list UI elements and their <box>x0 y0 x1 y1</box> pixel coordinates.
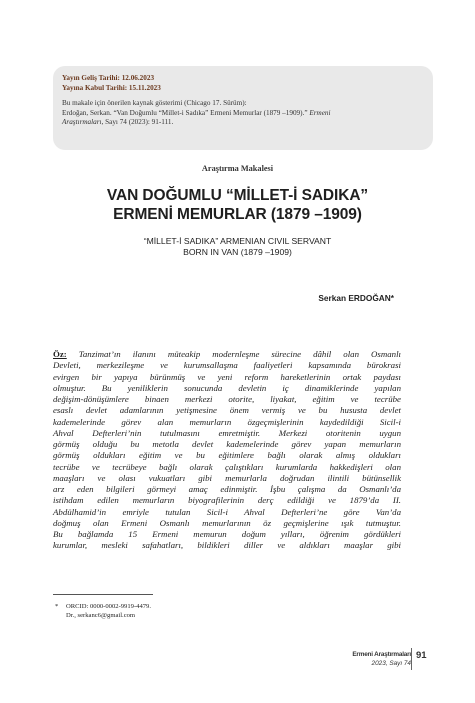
abstract-line: Devleti, merkezileşme ve kurumsallaşma faaliyetleri kapsamında bürokrasi <box>53 360 401 371</box>
abstract-line: değişim-dönüşümlere binaen merkezi otorite, liyakat, eğitim ve tecrübe <box>53 394 401 404</box>
abstract-line: istihdam edilen memurların biyografilerinin derç edildiği ve 1879’da II. <box>53 495 401 506</box>
abstract-line: esaslı devlet adamlarının yetişmesine önem vermiş ve bu hususta devlet <box>53 405 401 416</box>
title-line-1: VAN DOĞUMLU “MİLLET-İ SADIKA” <box>106 187 369 204</box>
abstract-line: doğmuş olan Ermeni Osmanlı memurlarının öz geçmişlerine ışık tutmuştur. <box>53 517 401 528</box>
abstract-line: görmüş olduğu bu metotla devlet kademelerinde görev yapan memurların <box>53 439 401 449</box>
title-line-2: ERMENİ MEMURLAR (1879 –1909) <box>113 206 362 223</box>
english-title-line-2: BORN IN VAN (1879 –1909) <box>183 247 292 257</box>
author-name <box>318 293 394 303</box>
footnote-divider <box>53 594 153 595</box>
citation-ref-text: Erdoğan, Serkan. “Van Doğumlu “Millet-i Sadıka” Ermeni Memurlar (1879 –1909).” <box>62 108 308 117</box>
abstract-line: arz eden bilgileri görmeyi amaç edinmiştir. İşbu çalışma da Osmanlı’da <box>53 484 401 494</box>
author-given-name: Serkan <box>318 293 347 303</box>
abstract-line: kurumlar, mesleki safahatları, bildikleri diller ve aldıkları maaşlar gibi <box>53 540 401 551</box>
abstract-line: maaşları ve olası vukuatları gibi memurlarla doğrudan ilintili bütünsellik <box>53 472 401 483</box>
author-surname: ERDOĞAN <box>348 293 391 303</box>
citation-intro: Bu makale için önerilen kaynak gösterimi (Chicago 17. Sürüm): <box>62 99 247 108</box>
citation-reference <box>62 109 423 119</box>
english-title-line-1: “MİLLET-İ SADIKA” ARMENIAN CIVIL SERVANT <box>143 236 332 246</box>
english-title <box>0 236 475 258</box>
accepted-date: Yayına Kabul Tarihi: 15.11.2023 <box>62 83 161 92</box>
citation-journal: Ermeni <box>309 108 331 117</box>
footnote-orcid: ORCID: 0000-0002-9919-4479. <box>66 603 151 610</box>
footnote <box>55 602 151 620</box>
footer-separator <box>411 648 412 670</box>
abstract-line: Bu bağlamda 15 Ermeni memurun doğum yılları, öğrenim gördükleri <box>53 529 401 539</box>
footer-journal-name: Ermeni Araştırmaları <box>352 651 411 658</box>
abstract-line: Ahval Defterleri’nin tutulmasını emretmiştir. Merkezi otoritenin uygun <box>53 427 401 438</box>
abstract-line: Öz: Tanzimat’ın ilanını müteakip modernleşme sürecine dâhil olan Osmanlı <box>53 349 401 359</box>
author-footnote-marker: * <box>390 293 394 303</box>
article-type: Araştırma Makalesi <box>201 164 274 173</box>
footer-journal-info <box>352 650 411 668</box>
abstract-line: tecrübe ve tecrübeye bağlı olarak çalıştıkları kurumlarda hakkedişleri olan <box>53 461 401 472</box>
abstract-line: evirgen bir yapıya bürünmüş ve yeni reform hareketlerinin ortak paydası <box>53 371 401 382</box>
abstract-label: Öz: <box>53 349 67 359</box>
citation-journal-cont: Araştırmaları <box>62 118 102 127</box>
page-number: 91 <box>416 650 427 661</box>
citation-reference-cont <box>62 118 423 128</box>
abstract-line: olmuştur. Bu yeniliklerin sonucunda devletin iç dinamiklerinde yapılan <box>53 382 401 393</box>
abstract-line: kademelerinde görev alan memurların özgeçmişlerinin kaydedildiği Sicil-i <box>53 416 401 427</box>
abstract <box>53 349 401 552</box>
footnote-contact: Dr., serkanc6@gmail.com <box>66 612 136 619</box>
abstract-line: Abdülhamid’in emriyle tutulan Sicil-i Ahval Defterleri’ne göre Van’da <box>53 506 401 517</box>
footer-issue: 2023, Sayı 74 <box>371 660 411 667</box>
article-title <box>0 186 475 224</box>
abstract-line: görmüş oldukları eğitim ve bu eğitimlere bağlı olarak almış oldukları <box>53 450 401 461</box>
received-date: Yayın Geliş Tarihi: 12.06.2023 <box>62 74 155 82</box>
citation-tail: , Sayı 74 (2023): 91-111. <box>101 118 174 127</box>
article-info-box <box>53 66 433 150</box>
footnote-marker: * <box>55 603 59 610</box>
